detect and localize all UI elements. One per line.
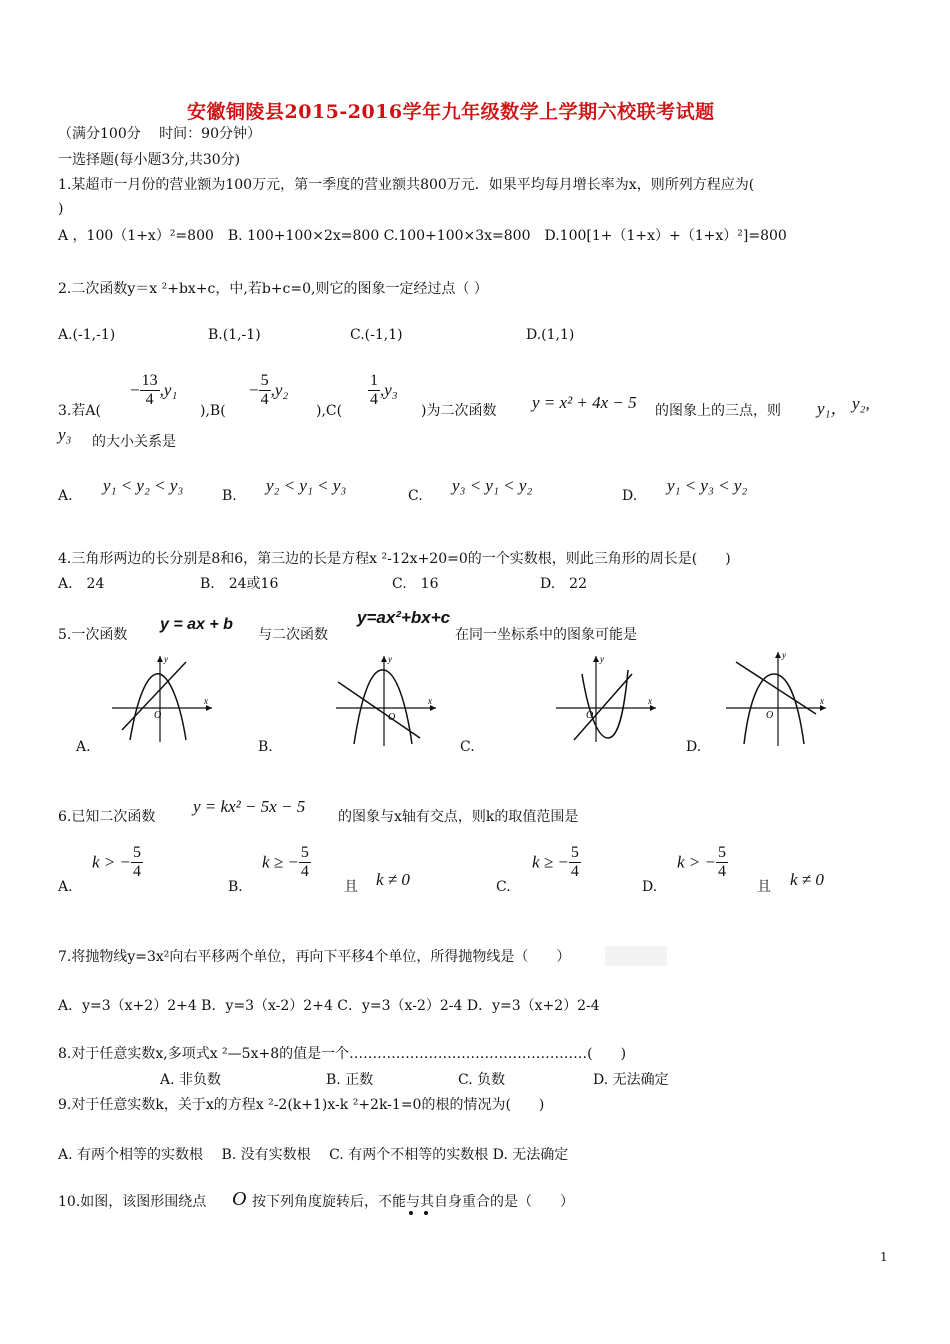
q2-option-d: D.(1,1) [526,327,575,343]
svg-text:y: y [388,654,392,664]
q5-graph-d [722,648,832,748]
section-heading: 一选择题(每小题3分,共30分) [58,152,241,168]
q6-option-b: k ≥ − $\frac{5}{4}$ [262,844,309,880]
svg-text:O: O [154,710,162,721]
q6-option-d: k > − $\frac{5}{4}$ [677,844,726,880]
q3-text-5: 的图象上的三点，则 [655,403,781,419]
q3-y3: y₃ [58,425,72,444]
q4-option-a: A. 24 [58,576,105,592]
q4-option-b: B. 24或16 [200,576,279,592]
svg-text:O: O [388,712,396,723]
q6-option-c: k ≥ − $\frac{5}{4}$ [532,844,579,880]
q6-option-d-label: D. [642,879,658,895]
q7-answer-shade [605,946,667,966]
q6-option-a-label: A. [58,879,73,895]
q2-stem: 2.二次函数y＝x ²+bx+c，中,若b+c=0,则它的图象一定经过点（ ） [58,281,488,297]
q10-text-1: 10.如图，该图形围绕点 [58,1194,207,1210]
q6-text-1: 6.已知二次函数 [58,809,156,825]
q6-option-d-ne: k ≠ 0 [790,870,824,889]
q6-option-b-label: B. [228,879,243,895]
svg-text:x: x [820,696,824,706]
svg-text:O: O [586,710,594,721]
q3-option-d-label: D. [622,488,638,504]
q2-option-a: A.(-1,-1) [58,327,116,343]
q3-option-a: y₁ < y₂ < y₃ [103,476,184,495]
q6-option-c-label: C. [496,879,511,895]
q5-option-d: D. [686,739,702,755]
q3-option-a-label: A. [58,488,73,504]
emphasis-dot [424,1211,428,1215]
q3-text-6: 的大小关系是 [92,434,176,450]
q7-options: A．y=3（x+2）2+4 B．y=3（x-2）2+4 C．y=3（x-2）2-4 D．y=3（x+2）2-4 [58,998,600,1014]
q6-option-b-ne: k ≠ 0 [376,870,410,889]
q1-stem-end: ) [58,201,64,217]
svg-text:x: x [428,696,432,706]
q3-option-d: y₁ < y₃ < y₂ [667,476,748,495]
q6-text-2: 的图象与x轴有交点，则k的取值范围是 [338,809,579,825]
q5-linear-function: y = ax + b [160,616,233,633]
q9-stem: 9.对于任意实数k，关于x的方程x ²-2(k+1)x-k ²+2k-1=0的根的情况为( ) [58,1097,545,1113]
q7-stem: 7.将抛物线y=3x²向右平移两个单位，再向下平移4个单位，所得抛物线是（ ） [58,949,571,965]
svg-text:x: x [204,696,208,706]
q5-graph-c [552,652,660,744]
q3-point-c: $\frac{1}{4}$ ,y₃ [370,372,398,408]
q5-option-b: B. [258,739,273,755]
q10-text-2: 按下列角度旋转后，不能与其自身重合的是（ ） [252,1194,574,1210]
q5-graph-b [332,652,440,748]
q3-option-b: y₂ < y₁ < y₃ [266,476,347,495]
q1-stem: 1.某超市一月份的营业额为100万元，第一季度的营业额共800万元．如果平均每月增长率为x，则所列方程应为( [58,177,755,193]
svg-text:O: O [766,710,774,721]
q3-option-b-label: B. [222,488,237,504]
q6-option-d-and: 且 [757,879,771,895]
page-number: 1 [880,1250,888,1264]
svg-text:y: y [782,650,786,660]
q5-option-c: C. [460,739,475,755]
q8-option-b: B. 正数 [326,1072,374,1088]
q10-point-o: O [232,1188,247,1210]
q3-text-2: ),B( [200,403,226,419]
q5-text-2: 与二次函数 [258,627,328,643]
q3-function: y = x² + 4x − 5 [532,393,637,412]
q3-y2: y₂, [852,394,870,413]
q8-option-d: D. 无法确定 [593,1072,669,1088]
q8-stem: 8.对于任意实数x,多项式x ²—5x+8的值是一个……………………………………………( ) [58,1046,627,1062]
q3-text-4: )为二次函数 [421,403,497,419]
q2-option-c: C.(-1,1) [350,327,403,343]
q3-option-c-label: C. [408,488,423,504]
q5-quadratic-function: y=ax²+bx+c [357,608,451,627]
svg-text:x: x [648,696,652,706]
exam-meta: （满分100分 时间：90分钟） [58,126,261,142]
q3-option-c: y₃ < y₁ < y₂ [452,476,533,495]
q6-option-a: k > − $\frac{5}{4}$ [92,844,141,880]
q9-options: A. 有两个相等的实数根 B. 没有实数根 C. 有两个不相等的实数根 D. 无法确定 [58,1147,569,1163]
svg-text:y: y [600,654,604,664]
q3-text-3: ),C( [316,403,343,419]
q3-point-b: − $\frac{5}{4}$ ,y₂ [249,372,289,408]
q5-text-1: 5.一次函数 [58,627,128,643]
q3-y1: y₁， [817,399,848,418]
q5-option-a: A. [76,739,91,755]
q2-option-b: B.(1,-1) [208,327,261,343]
q1-options: A ，100（1+x）²=800 B. 100+100×2x=800 C.100+100×3x=800 D.100[1+（1+x）+（1+x）²]=800 [58,228,787,244]
q3-text-1: 3.若A( [58,403,101,419]
emphasis-dot [409,1211,413,1215]
q6-function: y = kx² − 5x − 5 [193,797,306,816]
q5-graph-a [108,652,216,744]
q4-option-c: C. 16 [392,576,439,592]
q6-option-b-and: 且 [344,879,358,895]
page-title: 安徽铜陵县2015-2016学年九年级数学上学期六校联考试题 [187,101,715,123]
q8-option-c: C. 负数 [458,1072,506,1088]
q4-stem: 4.三角形两边的长分别是8和6，第三边的长是方程x ²-12x+20=0的一个实数根，则此三角形的周长是( ) [58,551,731,567]
q5-text-3: 在同一坐标系中的图象可能是 [455,627,637,643]
q3-point-a: − $\frac{13}{4}$ ,y₁ [130,372,178,408]
svg-text:y: y [164,654,168,664]
q8-option-a: A. 非负数 [160,1072,222,1088]
q4-option-d: D. 22 [540,576,587,592]
